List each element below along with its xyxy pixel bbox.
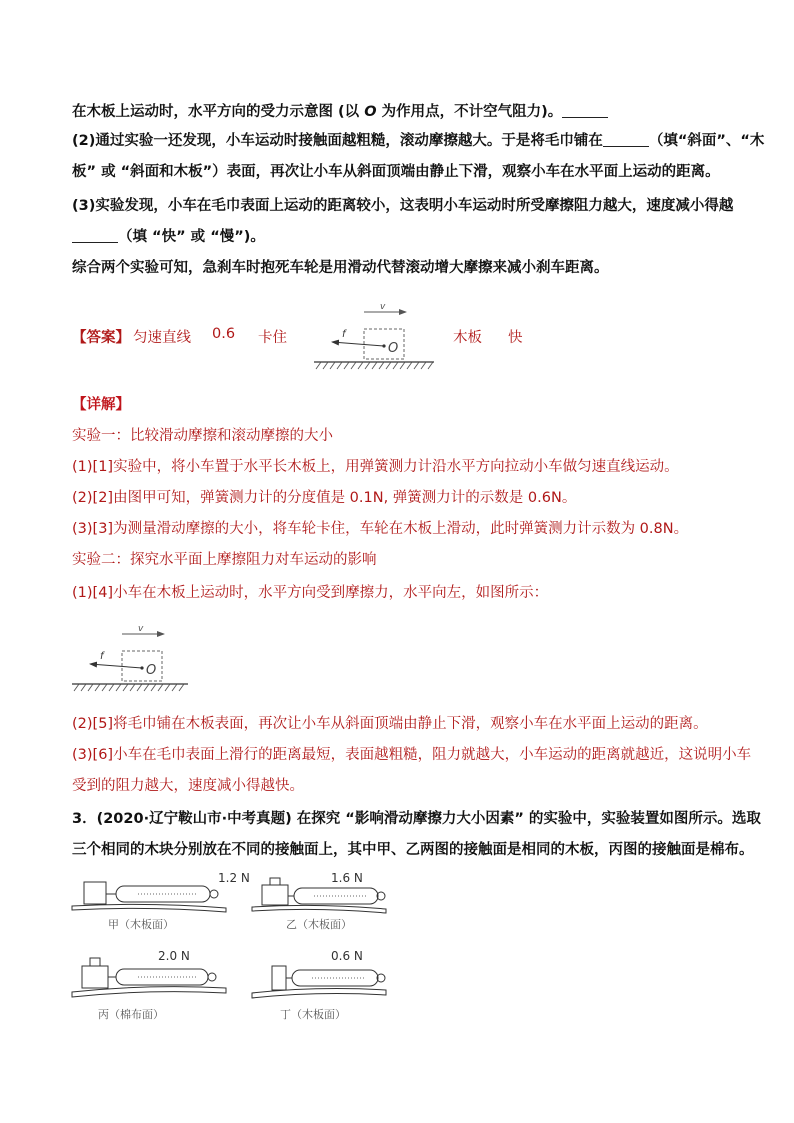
weight xyxy=(270,878,280,885)
friction-label: f xyxy=(100,651,104,662)
reading-label: 1.6 N xyxy=(331,871,363,885)
board xyxy=(72,904,226,912)
experiment-figure xyxy=(68,866,388,1032)
detail-line: 受到的阻力越大，速度减小得越快。 xyxy=(72,778,304,794)
detail-line: (1)[4]小车在木板上运动时，水平方向受到摩擦力，水平向左，如图所示： xyxy=(72,585,549,601)
answer-3: 卡住 xyxy=(258,330,287,346)
point-label: O xyxy=(146,663,157,678)
answer-blank xyxy=(562,103,608,118)
answer-label: 【答案】 xyxy=(72,330,130,346)
wood-block xyxy=(272,966,286,990)
board xyxy=(252,905,386,913)
velocity-label: v xyxy=(138,624,144,634)
answer-1: 匀速直线 xyxy=(133,330,191,346)
panel-caption: 丙（棉布面） xyxy=(98,1008,164,1021)
friction-label: f xyxy=(342,329,346,340)
reading-label: 0.6 N xyxy=(331,949,363,963)
question-line-6: 综合两个实验可知，急刹车时抱死车轮是用滑动代替滚动增大摩擦来减小刹车距离。 xyxy=(72,260,609,276)
detail-line: (3)[6]小车在毛巾表面上滑行的距离最短，表面越粗糙，阻力就越大，小车运动的距离就越近，这说明小车 xyxy=(72,747,752,763)
answer-6: 快 xyxy=(508,330,523,346)
velocity-label: v xyxy=(380,302,386,312)
panel-bing xyxy=(72,949,226,1021)
detail-line: 实验一：比较滑动摩擦和滚动摩擦的大小 xyxy=(72,428,333,444)
detail-line: (2)[5]将毛巾铺在木板表面，再次让小车从斜面顶端由静止下滑，观察小车在水平面上运动的距离。 xyxy=(72,716,708,732)
friction-arrow xyxy=(332,342,384,346)
question-line-5 xyxy=(72,227,265,247)
scale-ring xyxy=(208,973,216,981)
point-label: O xyxy=(388,341,399,356)
reading-label: 1.2 N xyxy=(218,871,250,885)
force-diagram-detail xyxy=(70,622,194,694)
detail-line: (2)[2]由图甲可知，弹簧测力计的分度值是 0.1N, 弹簧测力计的示数是 0.6N。 xyxy=(72,490,577,506)
panel-caption: 乙（木板面） xyxy=(286,918,352,931)
detail-line: 实验二：探究水平面上摩擦阻力对车运动的影响 xyxy=(72,552,377,568)
detail-line: (3)[3]为测量滑动摩擦的大小，将车轮卡住，车轮在木板上滑动，此时弹簧测力计示数为 0.8N。 xyxy=(72,521,689,537)
q3-line-1: 3．(2020·辽宁鞍山市·中考真题) 在探究 “影响滑动摩擦力大小因素” 的实验中，实验装置如图所示。选取 xyxy=(72,811,761,827)
wood-block xyxy=(84,882,106,904)
panel-ding xyxy=(252,949,386,1021)
question-line-4: (3)实验发现，小车在毛巾表面上运动的距离较小，这表明小车运动时所受摩擦阻力越大，速度减小得越 xyxy=(72,198,734,214)
panel-caption: 甲（木板面） xyxy=(108,918,174,931)
wood-block xyxy=(82,966,108,988)
panel-jia xyxy=(72,871,250,931)
q-line2-prefix: (2)通过实验一还发现，小车运动时接触面越粗糙，滚动摩擦越大。于是将毛巾铺在 xyxy=(72,133,603,149)
scale-ring xyxy=(210,890,218,898)
detail-label: 【详解】 xyxy=(72,397,130,413)
answer-5: 木板 xyxy=(453,330,482,346)
spring-scale xyxy=(292,970,378,986)
ground-hatch xyxy=(316,362,433,369)
detail-line: (1)[1]实验中，将小车置于水平长木板上，用弹簧测力计沿水平方向拉动小车做匀速直线运动。 xyxy=(72,459,679,475)
answer-2: 0.6 xyxy=(212,326,236,342)
question-line-3: 板” 或 “斜面和木板”）表面，再次让小车从斜面顶端由静止下滑，观察小车在水平面上运动的距离。 xyxy=(72,164,720,180)
question-line-2 xyxy=(72,131,764,151)
ground-hatch xyxy=(74,684,184,691)
question-line-1 xyxy=(72,102,608,122)
wood-block xyxy=(262,885,288,905)
q-line1-italic: O xyxy=(364,104,377,120)
friction-arrow xyxy=(90,664,142,668)
q-line1-text: 在木板上运动时，水平方向的受力示意图 (以 xyxy=(72,104,365,120)
q-line5-suffix: （填 “快” 或 “慢”)。 xyxy=(118,229,265,245)
reading-label: 2.0 N xyxy=(158,949,190,963)
q-line2-suffix: （填“斜面”、“木 xyxy=(648,133,765,149)
q3-line-2: 三个相同的木块分别放在不同的接触面上，其中甲、乙两图的接触面是相同的木板，丙图的接触面是棉布。 xyxy=(72,842,754,858)
panel-yi xyxy=(252,871,386,931)
force-diagram-answer xyxy=(312,300,436,372)
q-line1-tail: 为作用点，不计空气阻力)。 xyxy=(376,104,563,120)
answer-blank xyxy=(603,132,649,147)
weight xyxy=(90,958,100,966)
panel-caption: 丁（木板面） xyxy=(280,1008,346,1021)
answer-blank xyxy=(72,228,118,243)
